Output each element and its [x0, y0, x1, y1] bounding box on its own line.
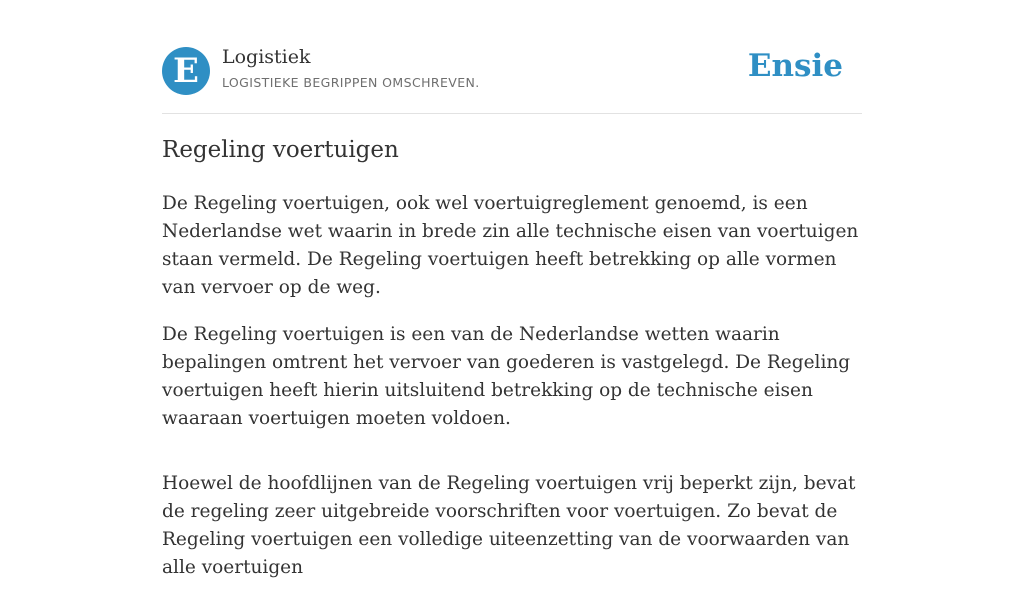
article-title: Regeling voertuigen	[162, 137, 399, 163]
header-divider	[162, 113, 862, 114]
site-title-link[interactable]: Logistiek	[222, 46, 311, 68]
site-subtitle: LOGISTIEKE BEGRIPPEN OMSCHREVEN.	[222, 75, 480, 90]
article-body	[162, 190, 862, 601]
ensie-logo-icon[interactable]: E	[162, 47, 210, 95]
brand-logo-link[interactable]: Ensie	[747, 48, 843, 84]
article-paragraph: Hoewel de hoofdlijnen van de Regeling voertuigen vrij beperkt zijn, bevat de regeling zeer uitgebreide voorschriften voor voertuigen. Zo bevat de Regeling voertuigen een volledige uiteenzetting van de voorwaarden van alle voertuigen	[162, 473, 856, 578]
site-header	[162, 46, 862, 96]
article-paragraph: De Regeling voertuigen, ook wel voertuigreglement genoemd, is een Nederlandse wet waarin in brede zin alle technische eisen van voertuigen staan vermeld. De Regeling voertuigen heeft betrekking op alle vormen van vervoer op de weg.	[162, 193, 859, 298]
article-paragraph: De Regeling voertuigen is een van de Nederlandse wetten waarin bepalingen omtrent het vervoer van goederen is vastgelegd. De Regeling voertuigen heeft hierin uitsluitend betrekking op de technische eisen waaraan voertuigen moeten voldoen.	[162, 324, 851, 429]
